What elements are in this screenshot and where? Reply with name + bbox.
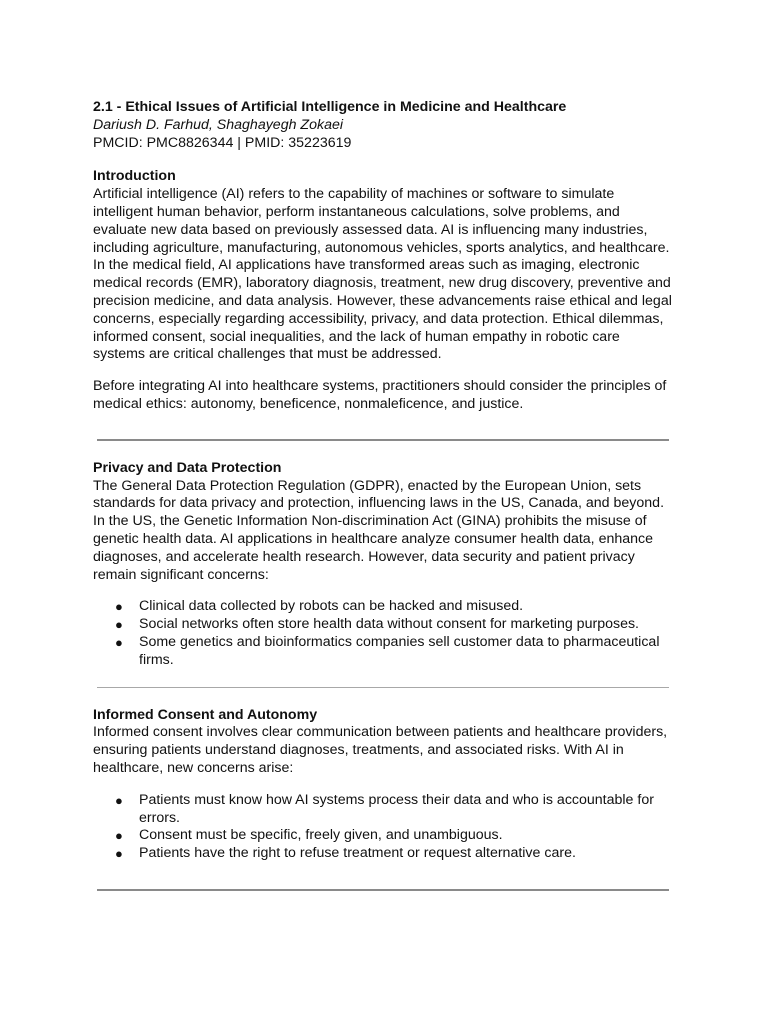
list-item-text: Some genetics and bioinformatics companies sell customer data to pharmaceutical firms. (139, 633, 660, 668)
privacy-paragraph: The General Data Protection Regulation (GDPR), enacted by the European Union, sets standards for data privacy and protection, influencing laws in the US, Canada, and beyond. In the US, the Genetic Information Non-discrimination Act (GINA) prohibits the misuse of genetic health data. AI applications in healthcare analyze consumer health data, enhance diagnoses, and accelerate health research. However, data security and patient privacy remain significant concerns: (93, 477, 665, 583)
list-item (93, 598, 675, 616)
list-item (93, 827, 675, 845)
section-divider (97, 687, 669, 688)
document-authors: Dariush D. Farhud, Shaghayegh Zokaei (93, 116, 343, 133)
list-item (93, 845, 675, 863)
section-privacy (93, 460, 675, 670)
document-header (93, 99, 675, 152)
section-heading-consent: Informed Consent and Autonomy (93, 706, 318, 723)
bullet-icon: ● (115, 599, 123, 615)
list-item-text: Consent must be specific, freely given, and unambiguous. (139, 827, 503, 844)
bullet-icon: ● (115, 617, 123, 633)
section-introduction (93, 168, 675, 413)
section-heading-privacy: Privacy and Data Protection (93, 459, 282, 476)
bullet-icon: ● (115, 828, 123, 844)
list-item-text: Patients have the right to refuse treatment or request alternative care. (139, 845, 576, 862)
section-consent (93, 707, 675, 863)
bullet-icon: ● (115, 846, 123, 862)
bullet-icon: ● (115, 634, 123, 650)
section-divider (97, 889, 669, 891)
document-title: 2.1 - Ethical Issues of Artificial Intelligence in Medicine and Healthcare (93, 99, 567, 115)
list-item (93, 616, 675, 634)
list-item (93, 792, 675, 828)
list-item-text: Social networks often store health data without consent for marketing purposes. (139, 616, 639, 633)
consent-bullet-list (93, 792, 675, 863)
list-item-text: Patients must know how AI systems process their data and who is accountable for errors. (139, 791, 654, 826)
section-divider (97, 439, 669, 441)
list-item (93, 634, 675, 670)
intro-paragraph-2: Before integrating AI into healthcare systems, practitioners should consider the principles of medical ethics: autonomy, beneficence, nonmaleficence, and justice. (93, 378, 667, 412)
document-identifiers: PMCID: PMC8826344 | PMID: 35223619 (93, 134, 352, 151)
section-heading-introduction: Introduction (93, 168, 176, 185)
bullet-icon: ● (115, 792, 123, 808)
intro-paragraph-1: Artificial intelligence (AI) refers to the capability of machines or software to simulate intelligent human behavior, perform instantaneous calculations, solve problems, and evaluate new data based on previously assessed data. AI is influencing many industries, including agriculture, manufacturing, autonomous vehicles, sports analytics, and healthcare. In the medical field, AI applications have transformed areas such as imaging, electronic medical records (EMR), laboratory diagnosis, treatment, new drug discovery, preventive and precision medicine, and data analysis. However, these advancements raise ethical and legal concerns, especially regarding accessibility, privacy, and data protection. Ethical dilemmas, informed consent, social inequalities, and the lack of human empathy in robotic care systems are critical challenges that must be addressed. (93, 186, 672, 363)
privacy-bullet-list (93, 598, 675, 669)
list-item-text: Clinical data collected by robots can be hacked and misused. (139, 598, 524, 615)
consent-paragraph: Informed consent involves clear communication between patients and healthcare providers, ensuring patients understand diagnoses, treatments, and associated risks. With AI in healthcare, new concerns arise: (93, 724, 668, 776)
document-page (93, 99, 675, 898)
